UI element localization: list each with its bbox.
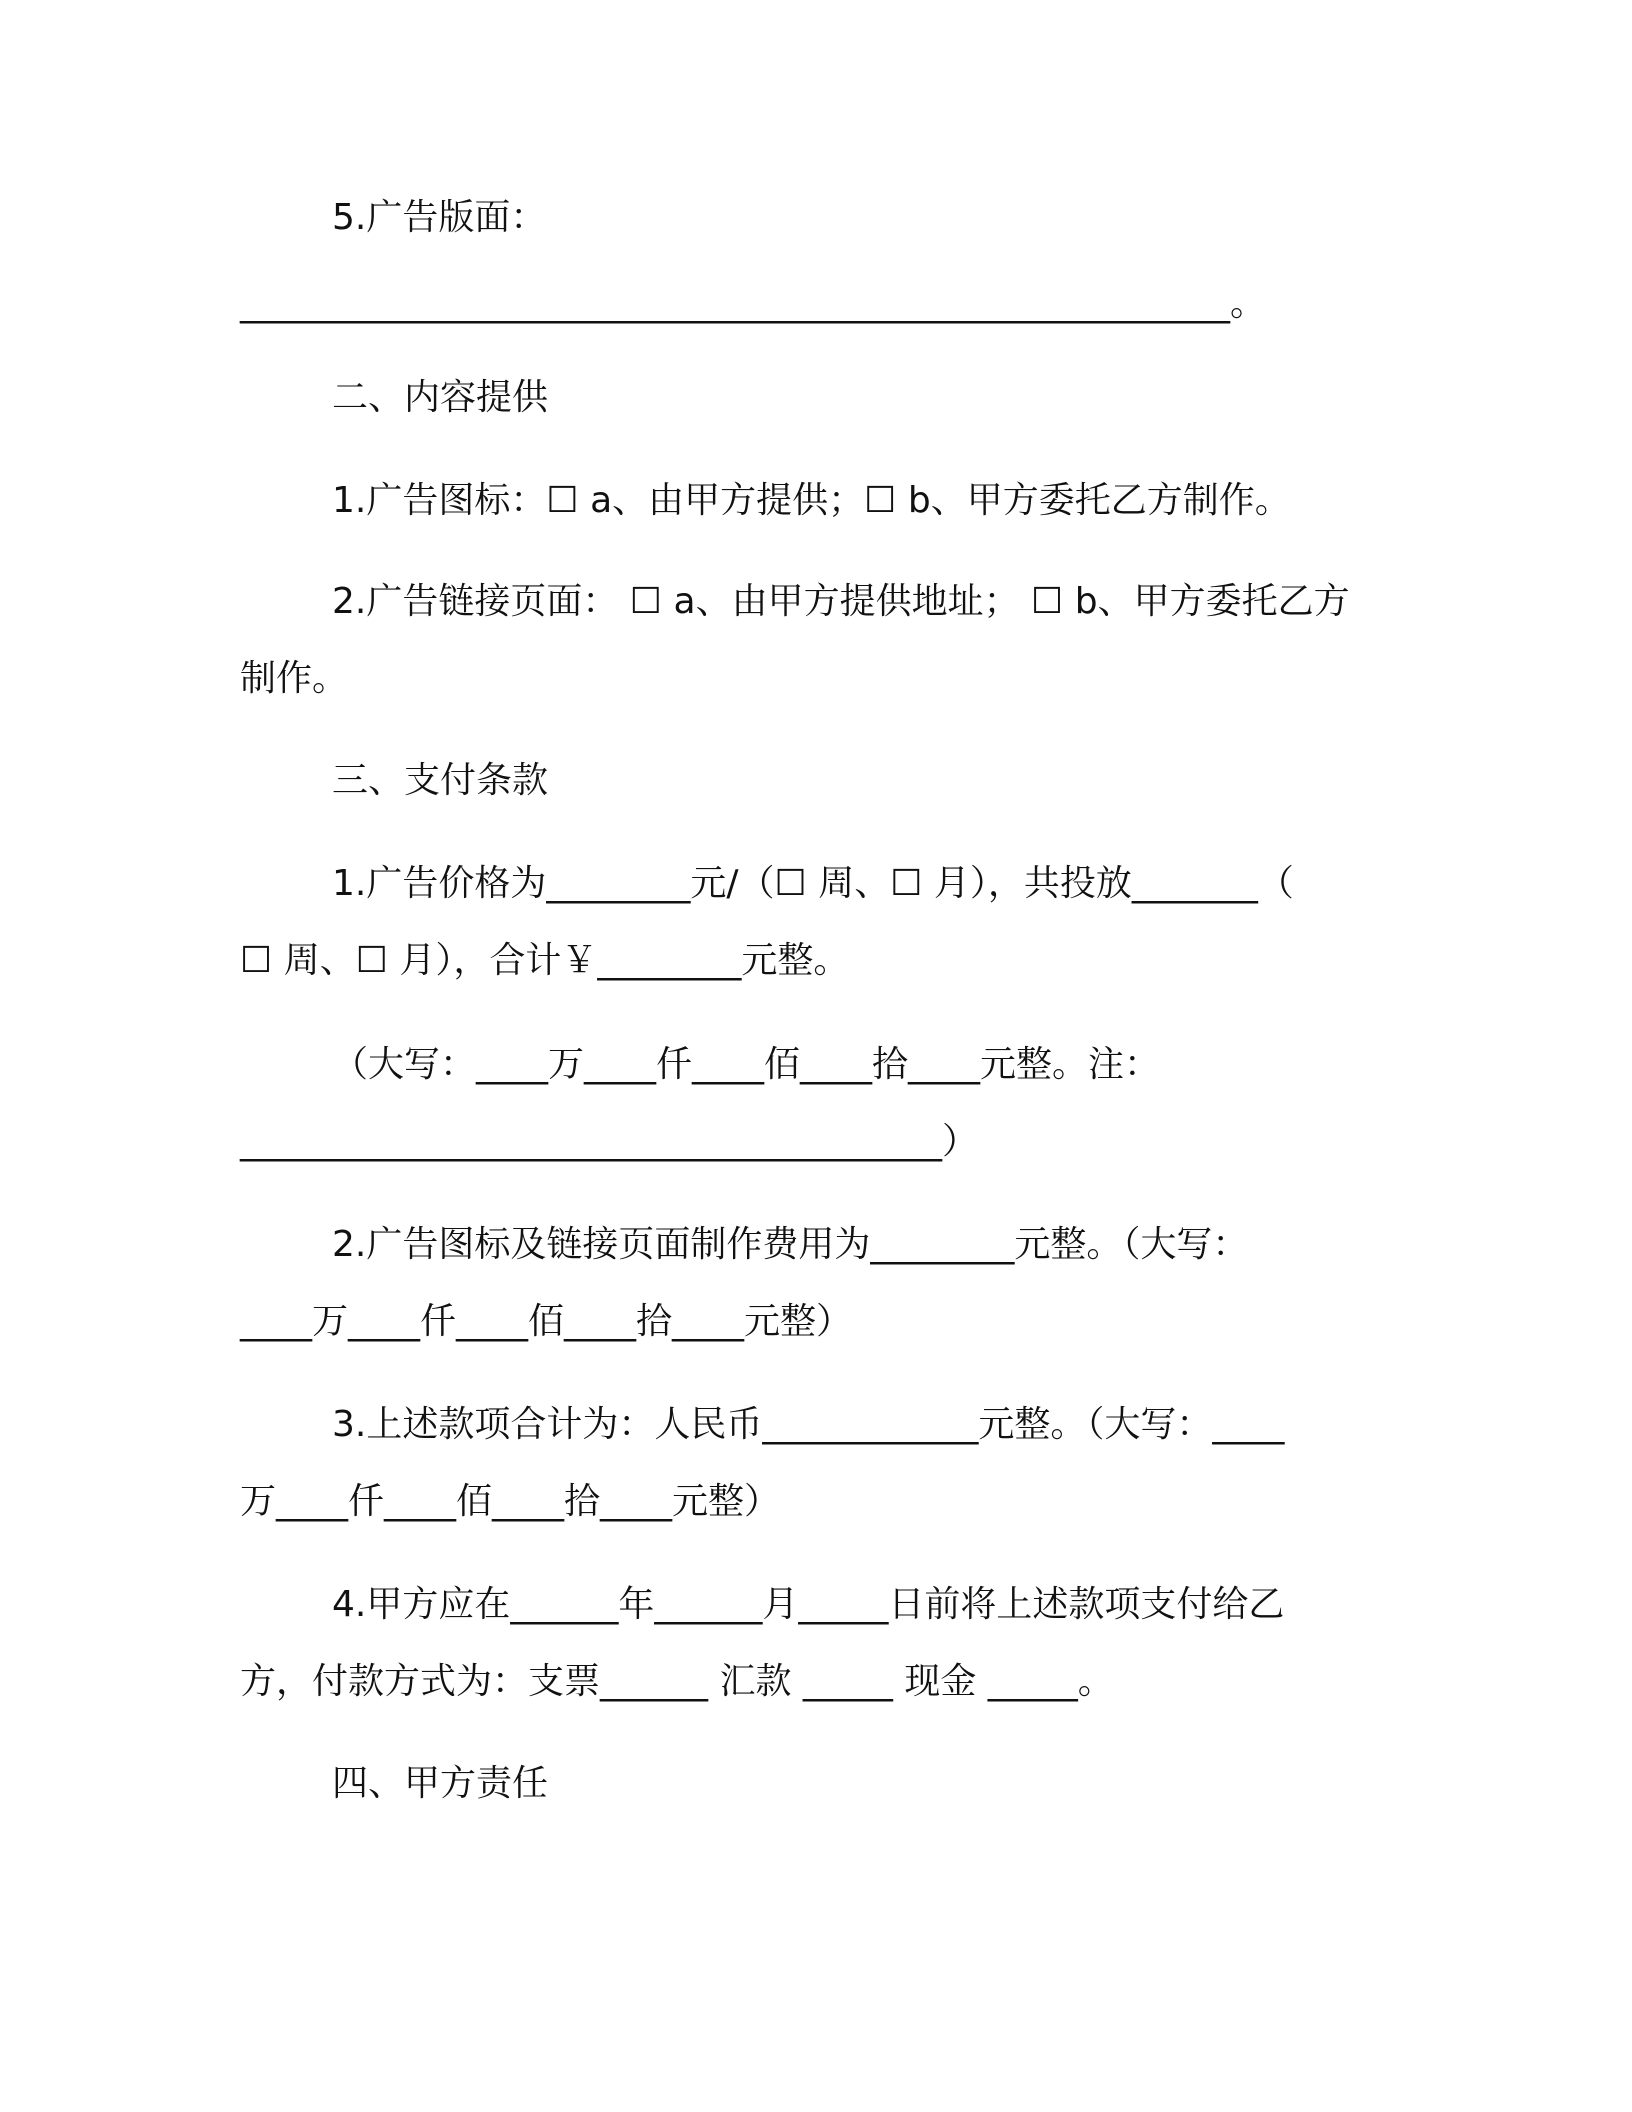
blank-line-ad-layout: _______________________________________________________。 xyxy=(240,283,1266,324)
section-heading-party-a: 四、甲方责任 xyxy=(332,1763,549,1804)
item-production-fee-cont: ____万____仟____佰____拾____元整） xyxy=(240,1301,853,1342)
item-production-fee: 2.广告图标及链接页面制作费用为________元整。（大写： xyxy=(332,1224,1249,1265)
item-total-amount-cont: 万____仟____佰____拾____元整） xyxy=(240,1481,781,1522)
item-payment-date: 4.甲方应在______年______月_____日前将上述款项支付给乙 xyxy=(332,1584,1285,1625)
item-ad-link-page: 2.广告链接页面： ☐ a、由甲方提供地址； ☐ b、甲方委托乙方 xyxy=(332,581,1350,622)
item-ad-price-cont: ☐ 周、☐ 月），合计￥________元整。 xyxy=(240,940,850,981)
item-total-amount: 3.上述款项合计为：人民币____________元整。（大写：____ xyxy=(332,1404,1285,1445)
item-ad-layout: 5.广告版面： xyxy=(332,197,547,238)
item-ad-price-capital: （大写：____万____仟____佰____拾____元整。注： xyxy=(332,1044,1161,1085)
section-heading-payment: 三、支付条款 xyxy=(332,760,549,801)
item-ad-link-page-cont: 制作。 xyxy=(240,658,349,699)
item-ad-icon: 1.广告图标：☐ a、由甲方提供；☐ b、甲方委托乙方制作。 xyxy=(332,480,1291,521)
item-payment-method: 方，付款方式为：支票______ 汇款 _____ 现金 _____。 xyxy=(240,1661,1114,1702)
section-heading-content: 二、内容提供 xyxy=(332,377,549,418)
item-ad-price: 1.广告价格为________元/（☐ 周、☐ 月），共投放_______（ xyxy=(332,863,1294,904)
item-ad-price-note-blank: _______________________________________） xyxy=(240,1121,978,1162)
